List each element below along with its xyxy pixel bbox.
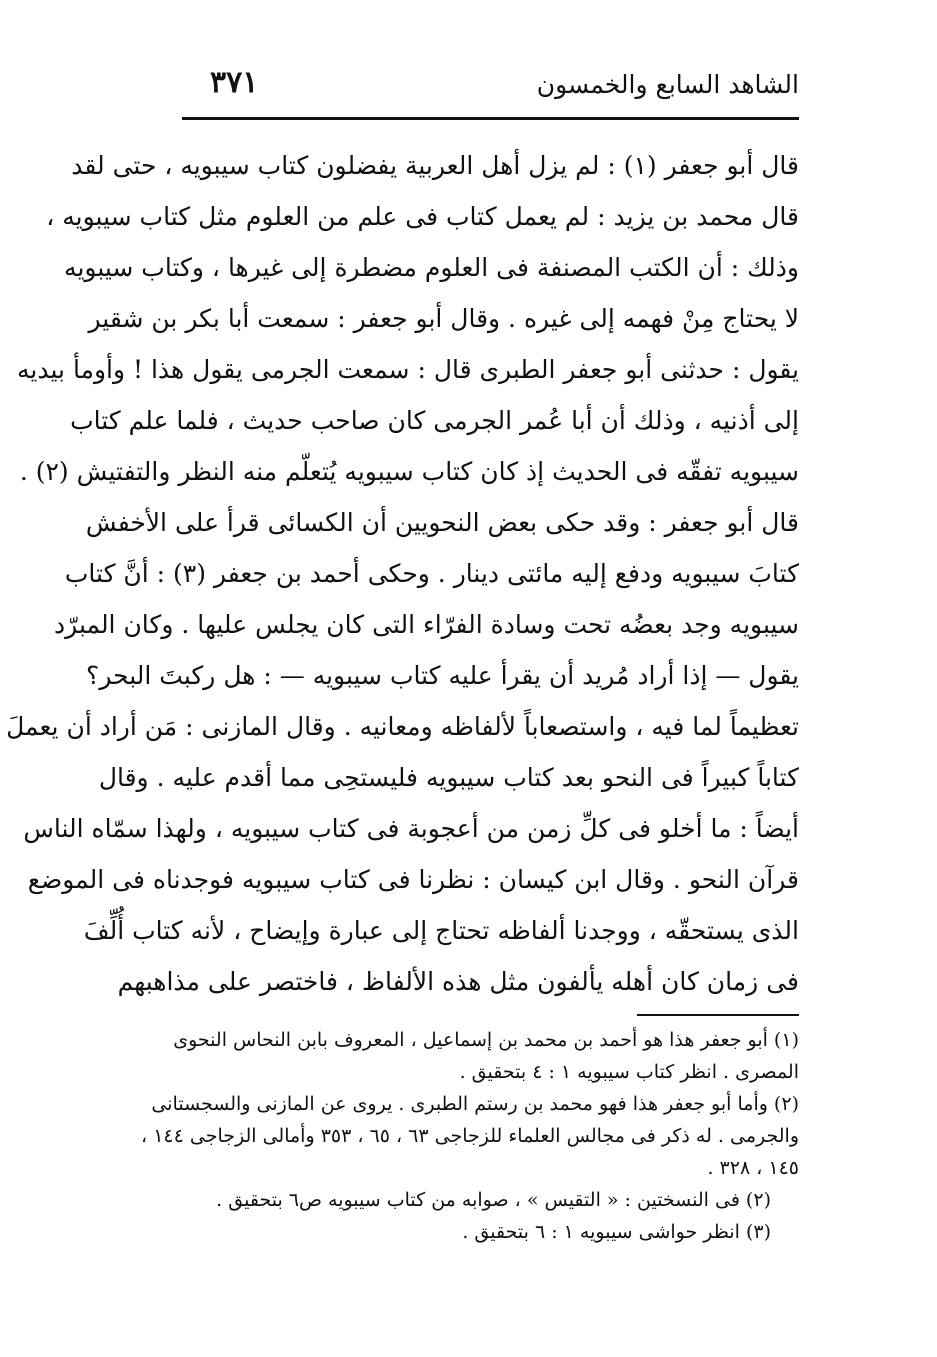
body-line: إلى أذنيه ، وذلك أن أبا عُمر الجرمى كان صاحب حديث ، فلما علم كتاب — [70, 406, 799, 435]
body-line: قرآن النحو . وقال ابن كيسان : نظرنا فى كتاب سيبويه فوجدناه فى الموضع — [27, 865, 799, 894]
footnote-line: (٢) وأما أبو جعفر هذا فهو محمد بن رستم الطبرى . يروى عن المازنى والسجستانى — [151, 1093, 799, 1115]
body-line: كتابَ سيبويه ودفع إليه مائتى دينار . وحكى أحمد بن جعفر (٣) : أنَّ كتاب — [64, 559, 799, 588]
footnote-line: (٢) فى النسختين : « التقيس » ، صوابه من كتاب سيبويه ص٦ بتحقيق . — [216, 1189, 771, 1211]
header-rule — [182, 117, 799, 120]
footnote-line: ١٤٥ ، ٣٢٨ . — [707, 1157, 799, 1179]
footnote-line: والجرمى . له ذكر فى مجالس العلماء للزجاجى ٦٣ ، ٦٥ ، ٣٥٣ وأمالى الزجاجى ١٤٤ ، — [141, 1125, 799, 1147]
body-line: قال أبو جعفر (١) : لم يزل أهل العربية يفضلون كتاب سيبويه ، حتى لقد — [71, 151, 799, 180]
page-number: ٣٧١ — [210, 65, 259, 100]
footnotes — [141, 1024, 799, 1248]
body-line: تعظيماً لما فيه ، واستصعاباً لألفاظه ومعانيه . وقال المازنى : مَن أراد أن يعملَ — [6, 712, 799, 741]
body-line: كتاباً كبيراً فى النحو بعد كتاب سيبويه فليستحِى مما أقدم عليه . وقال — [98, 763, 799, 792]
body-line: أيضاً : ما أخلو فى كلِّ زمن من أعجوبة فى كتاب سيبويه ، ولهذا سمّاه الناس — [23, 814, 799, 843]
body-line: لا يحتاج مِنْ فهمه إلى غيره . وقال أبو جعفر : سمعت أبا بكر بن شقير — [88, 304, 799, 333]
footnote-line: (٣) انظر حواشى سيبويه ١ : ٦ بتحقيق . — [462, 1221, 771, 1243]
body-line: قال محمد بن يزيد : لم يعمل كتاب فى علم من العلوم مثل كتاب سيبويه ، — [46, 202, 799, 231]
footnote-line: المصرى . انظر كتاب سيبويه ١ : ٤ بتحقيق . — [459, 1061, 799, 1083]
body-line: وذلك : أن الكتب المصنفة فى العلوم مضطرة إلى غيرها ، وكتاب سيبويه — [64, 253, 799, 282]
body-text — [6, 140, 799, 1007]
body-line: سيبويه تفقّه فى الحديث إذ كان كتاب سيبويه يُتعلّم منه النظر والتفتيش (٢) . — [19, 457, 799, 486]
body-line: يقول — إذا أراد مُريد أن يقرأ عليه كتاب سيبويه — : هل ركبتَ البحر؟ — [86, 661, 799, 690]
body-line: فى زمان كان أهله يألفون مثل هذه الألفاظ ، فاختصر على مذاهبهم — [117, 967, 799, 996]
body-line: يقول : حدثنى أبو جعفر الطبرى قال : سمعت الجرمى يقول هذا ! وأومأ بيديه — [17, 355, 799, 384]
page-header — [182, 62, 799, 114]
running-head: الشاهد السابع والخمسون — [536, 70, 799, 99]
body-line: الذى يستحقّه ، ووجدنا ألفاظه تحتاج إلى عبارة وإيضاح ، لأنه كتاب أُلِّفَ — [83, 916, 799, 945]
footnote-rule — [637, 1014, 799, 1016]
body-line: قال أبو جعفر : وقد حكى بعض النحويين أن الكسائى قرأ على الأخفش — [85, 508, 799, 537]
footnote-line: (١) أبو جعفر هذا هو أحمد بن محمد بن إسماعيل ، المعروف بابن النحاس النحوى — [173, 1029, 799, 1051]
body-line: سيبويه وجد بعضُه تحت وسادة الفرّاء التى كان يجلس عليها . وكان المبرّد — [54, 610, 799, 639]
